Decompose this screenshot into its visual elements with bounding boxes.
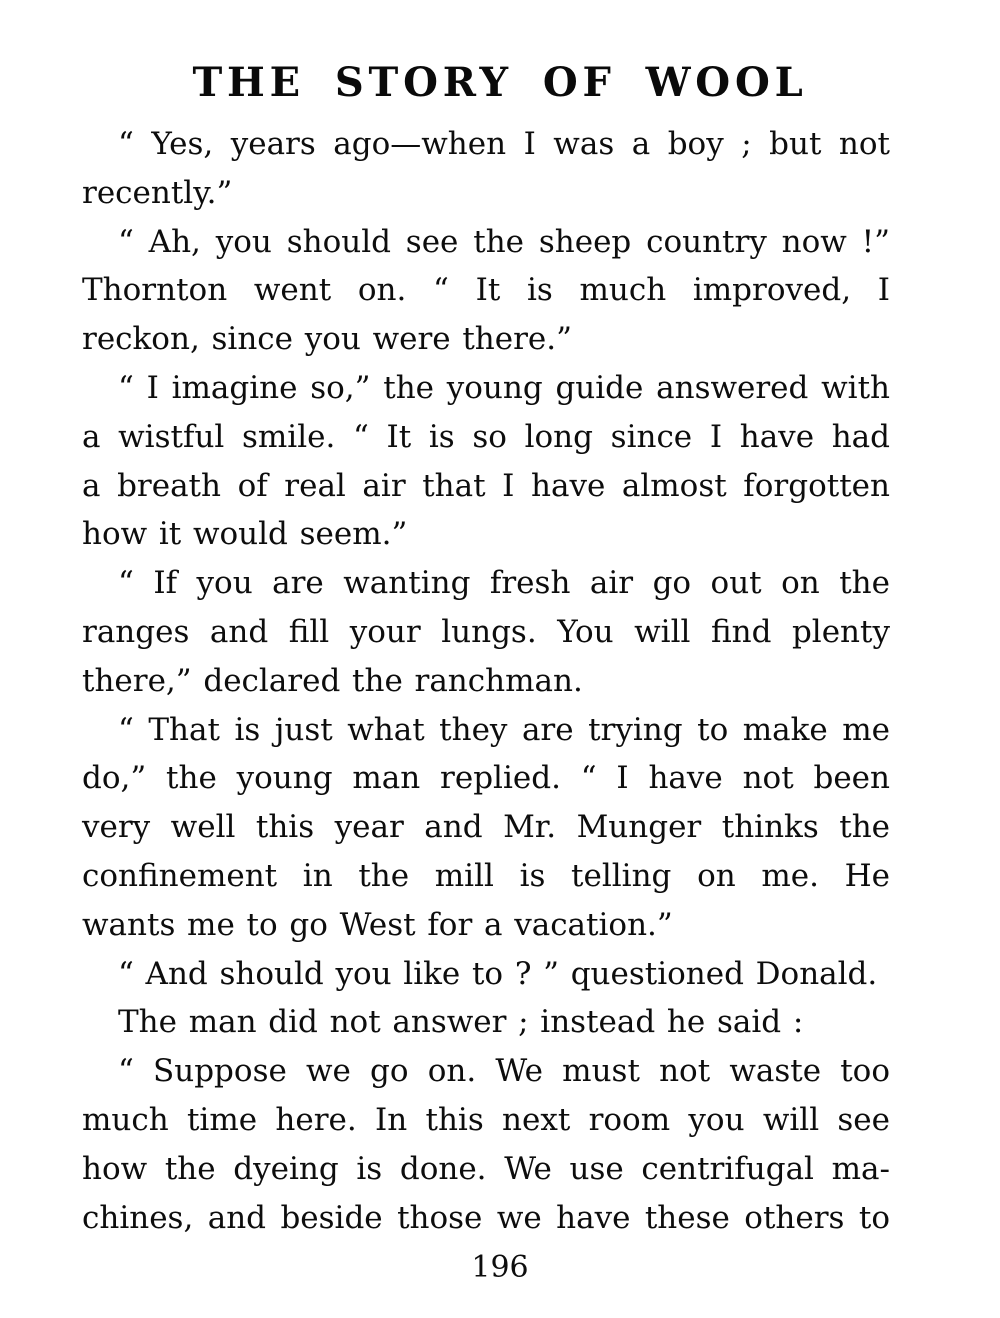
text-line: much time here. In this next room you will see (82, 1101, 890, 1138)
text-line: “ Yes, years ago—when I was a boy ; but not (118, 126, 890, 162)
text-line: how the dyeing is done. We use centrifugal ma- (82, 1150, 890, 1187)
text-line: a breath of real air that I have almost forgotten (82, 467, 890, 504)
page-title: THE STORY OF WOOL (192, 59, 808, 106)
text-line: ranges and fill your lungs. You will find plenty (82, 613, 890, 650)
text-line: confinement in the mill is telling on me. He (82, 857, 890, 894)
text-line: “ If you are wanting fresh air go out on the (118, 565, 890, 602)
text-line: “ And should you like to ? ” questioned Donald. (118, 955, 878, 992)
text-line: reckon, since you were there.” (82, 321, 572, 358)
text-line: do,” the young man replied. “ I have not been (82, 760, 890, 797)
text-line: how it would seem.” (82, 516, 408, 553)
text-line: “ That is just what they are trying to make me (118, 711, 890, 748)
text-line: recently.” (82, 174, 233, 211)
page-body (82, 120, 890, 1242)
text-line: “ Ah, you should see the sheep country now !” (118, 223, 890, 260)
text-line: chines, and beside those we have these others to (82, 1199, 890, 1236)
text-line: “ I imagine so,” the young guide answered with (118, 369, 890, 406)
text-line: wants me to go West for a vacation.” (82, 906, 673, 943)
text-line: “ Suppose we go on. We must not waste too (118, 1053, 890, 1090)
text-line: Thornton went on. “ It is much improved, I (82, 272, 890, 309)
text-line: there,” declared the ranchman. (82, 662, 583, 699)
text-line: The man did not answer ; instead he said : (118, 1004, 804, 1041)
text-line: very well this year and Mr. Munger thinks the (82, 809, 890, 846)
page-number: 196 (471, 1250, 529, 1285)
text-line: a wistful smile. “ It is so long since I have had (82, 418, 890, 455)
